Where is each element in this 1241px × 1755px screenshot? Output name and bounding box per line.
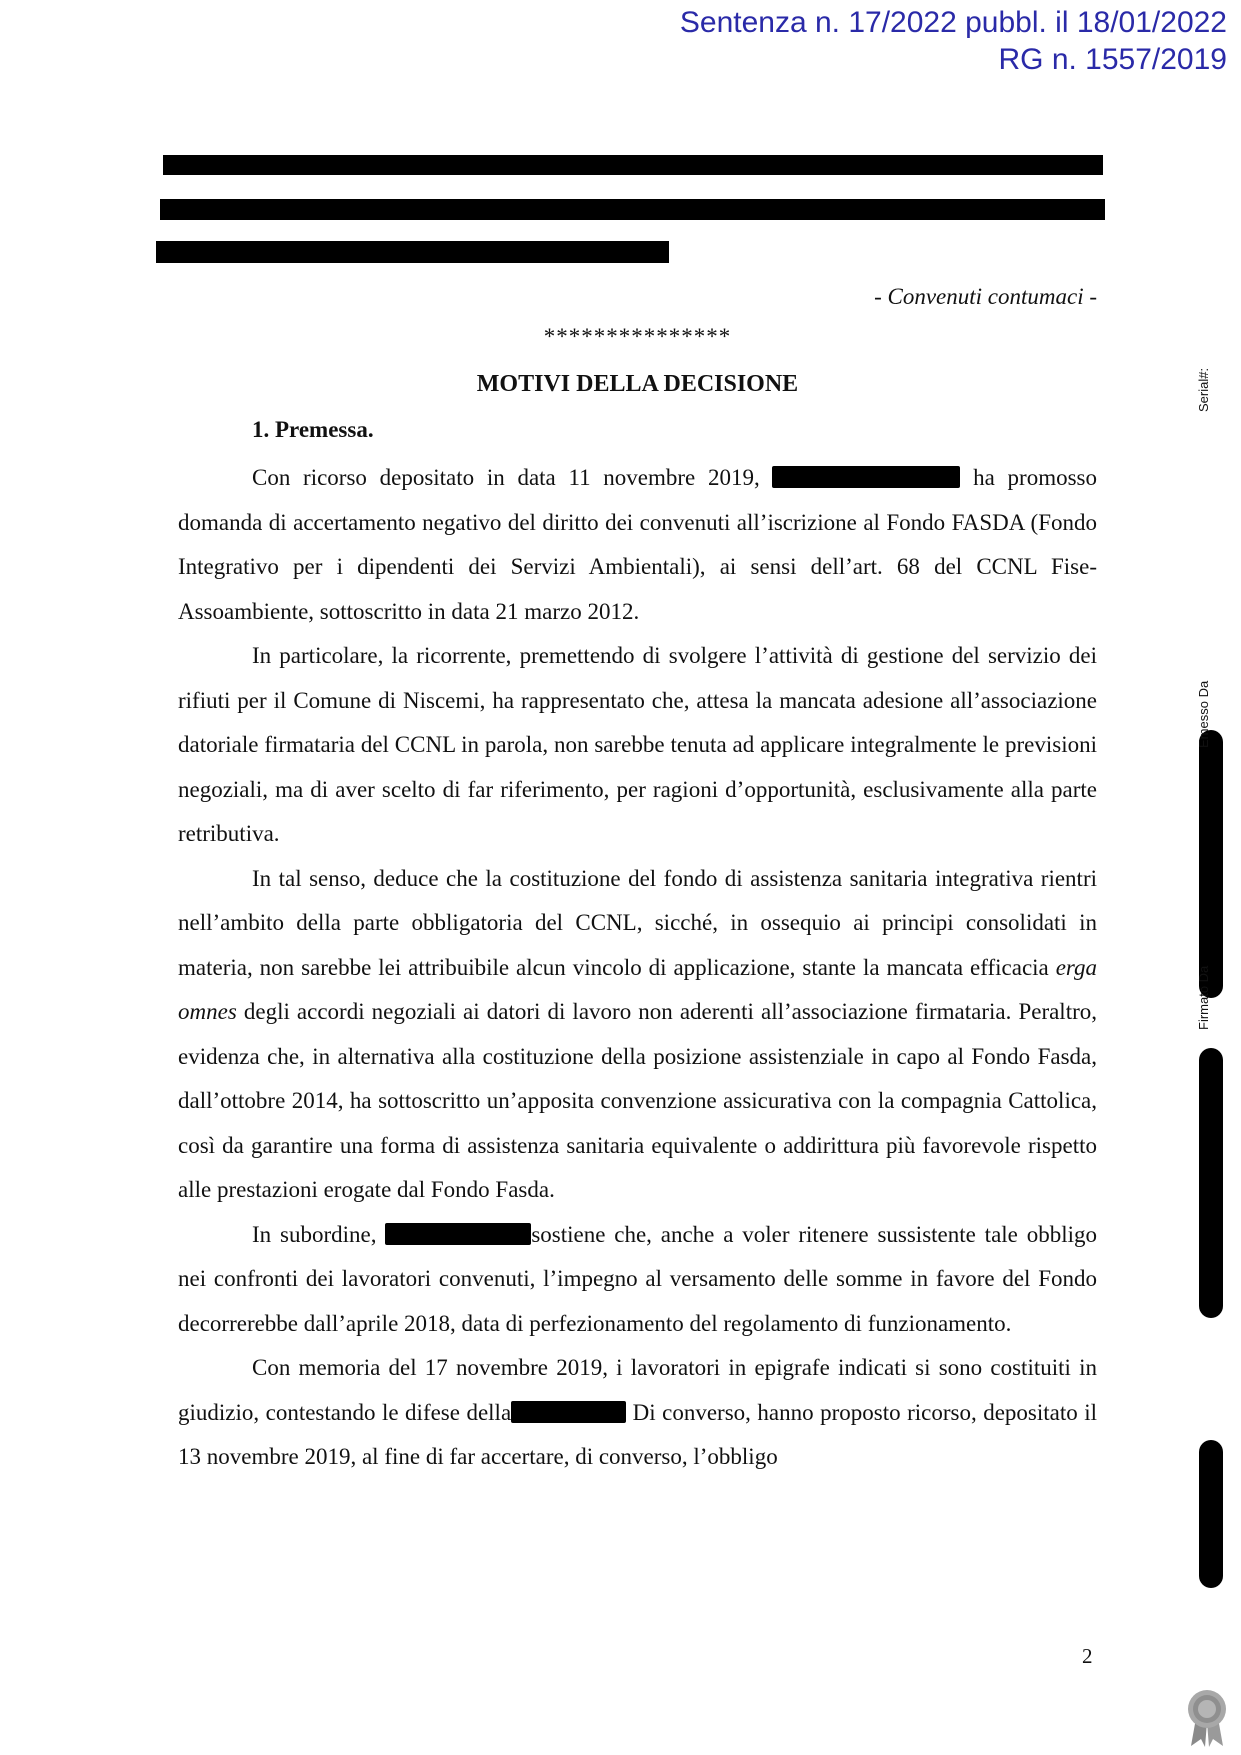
- redaction-mark: [511, 1401, 626, 1423]
- serial-label: Serial#:: [1196, 367, 1211, 412]
- redaction-mark: [385, 1223, 531, 1245]
- paragraph: In particolare, la ricorrente, premettendo di svolgere l’attività di gestione del servizio dei rifiuti per il Comune di Niscemi, ha rappresentato che, attesa la mancata adesione all’associazione datoriale firmataria del CCNL in parola, non sarebbe tenuta ad applicare integralmente le previsioni negoziali, ma di aver scelto di far riferimento, per ragioni d’opportunità, esclusivamente alla parte retributiva.: [178, 643, 1097, 846]
- section-title: MOTIVI DELLA DECISIONE: [476, 371, 799, 397]
- redaction-bar: [163, 155, 1103, 175]
- paragraph: Con ricorso depositato in data 11 novembre 2019, ha promosso domanda di accertamento negativo del diritto dei convenuti all’iscrizione al Fondo FASDA (Fondo Integrativo per i dipendenti dei Servizi Ambientali), ai sensi dell’art. 68 del CCNL Fise-Assoambiente, sottoscritto in data 21 marzo 2012.: [178, 465, 1097, 624]
- sentence-number-line: Sentenza n. 17/2022 pubbl. il 18/01/2022: [679, 6, 1227, 39]
- signature-redaction: [1199, 1048, 1223, 1318]
- signed-by-label: Firmato Da: [1196, 965, 1211, 1030]
- paragraph: In tal senso, deduce che la costituzione del fondo di assistenza sanitaria integrativa rientri nell’ambito della parte obbligatoria del CCNL, sicché, in ossequio ai principi consolidati in materia, non sarebbe lei attribuibile alcun vincolo di applicazione, stante la mancata efficacia erga omnes degli accordi negoziali ai datori di lavoro non aderenti all’associazione firmataria. Peraltro, evidenza che, in alternativa alla costituzione della posizione assistenziale in capo al Fondo Fasda, dall’ottobre 2014, ha sottoscritto un’apposita convenzione assicurativa con la compagnia Cattolica, così da garantire una forma di assistenza sanitaria equivalente o addirittura più favorevole rispetto alle prestazioni erogate dal Fondo Fasda.: [178, 865, 1097, 1202]
- redaction-bar: [160, 199, 1105, 220]
- seal-icon: [1184, 1688, 1230, 1748]
- paragraph: Con memoria del 17 novembre 2019, i lavoratori in epigrafe indicati si sono costituiti in giudizio, contestando le difese della Di converso, hanno proposto ricorso, depositato il 13 novembre 2019, al fine di far accertare, di converso, l’obbligo: [178, 1355, 1098, 1469]
- redaction-mark: [772, 466, 960, 488]
- case-number-line: RG n. 1557/2019: [998, 43, 1227, 76]
- page-number: 2: [1082, 1644, 1093, 1668]
- issued-by-label: Emesso Da: [1196, 680, 1211, 748]
- body-text: [178, 456, 1097, 1480]
- paragraph: In subordine, sostiene che, anche a voler ritenere sussistente tale obbligo nei confronti dei lavoratori convenuti, l’impegno al versamento delle somme in favore del Fondo decorrerebbe dall’aprile 2018, data di perfezionamento del regolamento di funzionamento.: [178, 1221, 1097, 1336]
- signature-redaction: [1199, 1440, 1223, 1588]
- parties-note: - Convenuti contumaci -: [874, 284, 1097, 309]
- sentence-stamp: [680, 4, 1227, 78]
- redaction-bar: [156, 241, 669, 263]
- subsection-title: 1. Premessa.: [252, 417, 374, 442]
- separator: ***************: [543, 324, 732, 349]
- latin-term: erga omnes: [178, 954, 1097, 1024]
- signature-redaction: [1199, 730, 1223, 998]
